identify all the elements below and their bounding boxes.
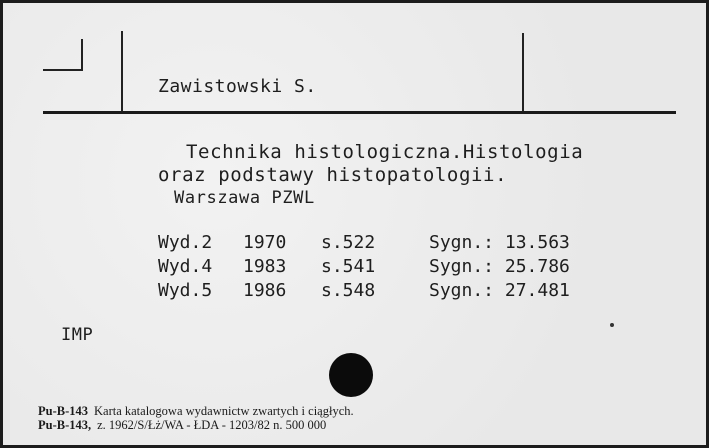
form-description: Karta katalogowa wydawnictw zwartych i ciągłych. — [94, 404, 354, 418]
edition-number: Wyd.2 — [158, 232, 213, 253]
edition-signature: Sygn.: 27.481 — [429, 280, 570, 301]
edition-year: 1983 — [243, 256, 287, 277]
edition-row — [158, 279, 599, 303]
edition-pages: s.541 — [321, 256, 376, 277]
edition-year: 1986 — [243, 280, 287, 301]
print-run-info: z. 1962/S/Łż/WA - ŁDA - 1203/82 n. 500 000 — [97, 418, 327, 432]
edition-number: Wyd.4 — [158, 256, 213, 277]
title-line-1: Technika histologiczna.Histologia — [186, 141, 584, 163]
book-title — [158, 141, 583, 210]
author-name: Zawistowski S. — [158, 76, 317, 97]
header-rule — [43, 111, 676, 114]
edition-year: 1970 — [243, 232, 287, 253]
publisher-line: Warszawa PZWL — [174, 188, 315, 208]
edition-pages: s.548 — [321, 280, 376, 301]
catalog-card — [3, 3, 706, 445]
editions-list — [158, 231, 599, 303]
form-code: Pu-B-143, — [38, 418, 92, 432]
footer-line-2 — [38, 418, 354, 432]
imp-stamp: IMP — [61, 325, 94, 345]
edition-signature: Sygn.: 13.563 — [429, 232, 570, 253]
form-code: Pu-B-143 — [38, 404, 88, 418]
ink-mark — [610, 323, 614, 327]
title-line-2: oraz podstawy histopatologii. — [158, 164, 508, 186]
edition-row — [158, 231, 599, 255]
footer-line-1 — [38, 404, 354, 418]
edition-number: Wyd.5 — [158, 280, 213, 301]
printer-footer — [38, 404, 354, 432]
right-column-divider — [522, 33, 524, 113]
edition-signature: Sygn.: 25.786 — [429, 256, 570, 277]
edition-row — [158, 255, 599, 279]
corner-bracket-mark — [43, 39, 83, 71]
punch-hole — [329, 353, 373, 397]
left-column-divider — [121, 31, 123, 111]
edition-pages: s.522 — [321, 232, 376, 253]
